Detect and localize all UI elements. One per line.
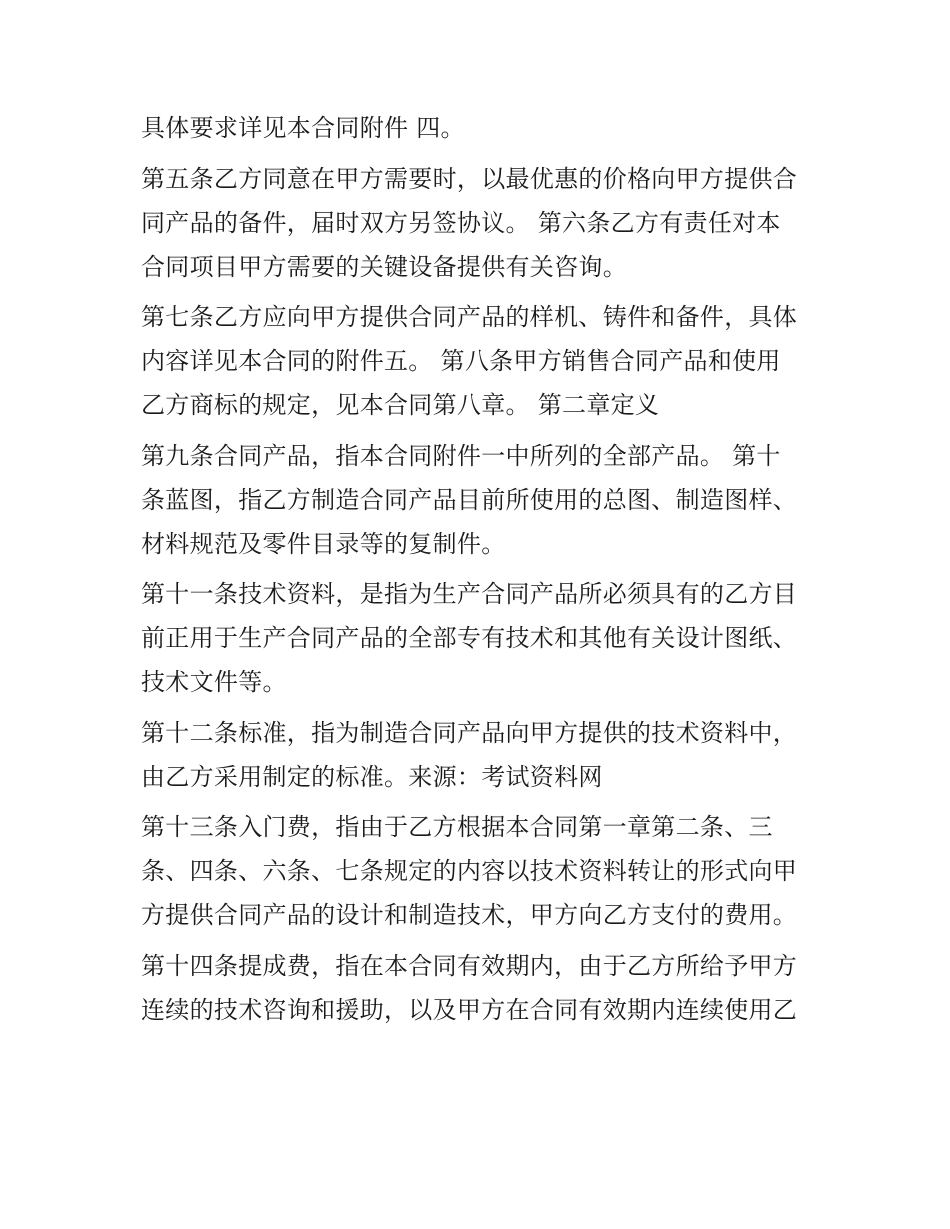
text-line: 由乙方采用制定的标准。来源：考试资料网 (141, 762, 603, 791)
text-line: 前正用于生产合同产品的全部专有技术和其他有关设计图纸、 (141, 624, 798, 652)
document-body (141, 106, 821, 1032)
text-line: 第十三条入门费，指由于乙方根据本合同第一章第二条、三 (141, 813, 773, 841)
text-line: 第九条合同产品，指本合同附件一中所列的全部产品。 第十 (141, 441, 781, 470)
paragraph-8 (141, 944, 821, 1032)
text-line: 第十二条标准，指为制造合同产品向甲方提供的技术资料中， (141, 718, 798, 747)
paragraph-7 (141, 805, 821, 937)
text-line: 第七条乙方应向甲方提供合同产品的样机、铸件和备件，具体 (141, 303, 798, 331)
paragraph-6 (141, 711, 821, 799)
text-line: 第十一条技术资料，是指为生产合同产品所必须具有的乙方目 (141, 580, 798, 608)
text-line: 方提供合同产品的设计和制造技术，甲方向乙方支付的费用。 (141, 901, 798, 929)
text-line: 技术文件等。 (141, 668, 287, 696)
paragraph-1 (141, 106, 821, 150)
text-line: 连续的技术咨询和援助，以及甲方在合同有效期内连续使用乙 (141, 995, 798, 1024)
text-line: 条蓝图，指乙方制造合同产品目前所使用的总图、制造图样、 (141, 485, 798, 514)
paragraph-4 (141, 434, 821, 566)
text-line: 具体要求详见本合同附件 四。 (141, 114, 465, 142)
text-line: 乙方商标的规定，见本合同第八章。 第二章定义 (141, 391, 660, 419)
paragraph-2 (141, 157, 821, 289)
text-line: 内容详见本合同的附件五。 第八条甲方销售合同产品和使用 (141, 347, 781, 375)
text-line: 第十四条提成费，指在本合同有效期内，由于乙方所给予甲方 (141, 951, 798, 980)
paragraph-3 (141, 295, 821, 427)
text-line: 同产品的备件，届时双方另签协议。 第六条乙方有责任对本 (141, 208, 781, 237)
text-line: 材料规范及零件目录等的复制件。 (141, 529, 506, 558)
text-line: 条、四条、六条、七条规定的内容以技术资料转让的形式向甲 (141, 857, 798, 885)
paragraph-5 (141, 572, 821, 704)
text-line: 第五条乙方同意在甲方需要时，以最优惠的价格向甲方提供合 (141, 164, 798, 193)
text-line: 合同项目甲方需要的关键设备提供有关咨询。 (141, 252, 627, 281)
